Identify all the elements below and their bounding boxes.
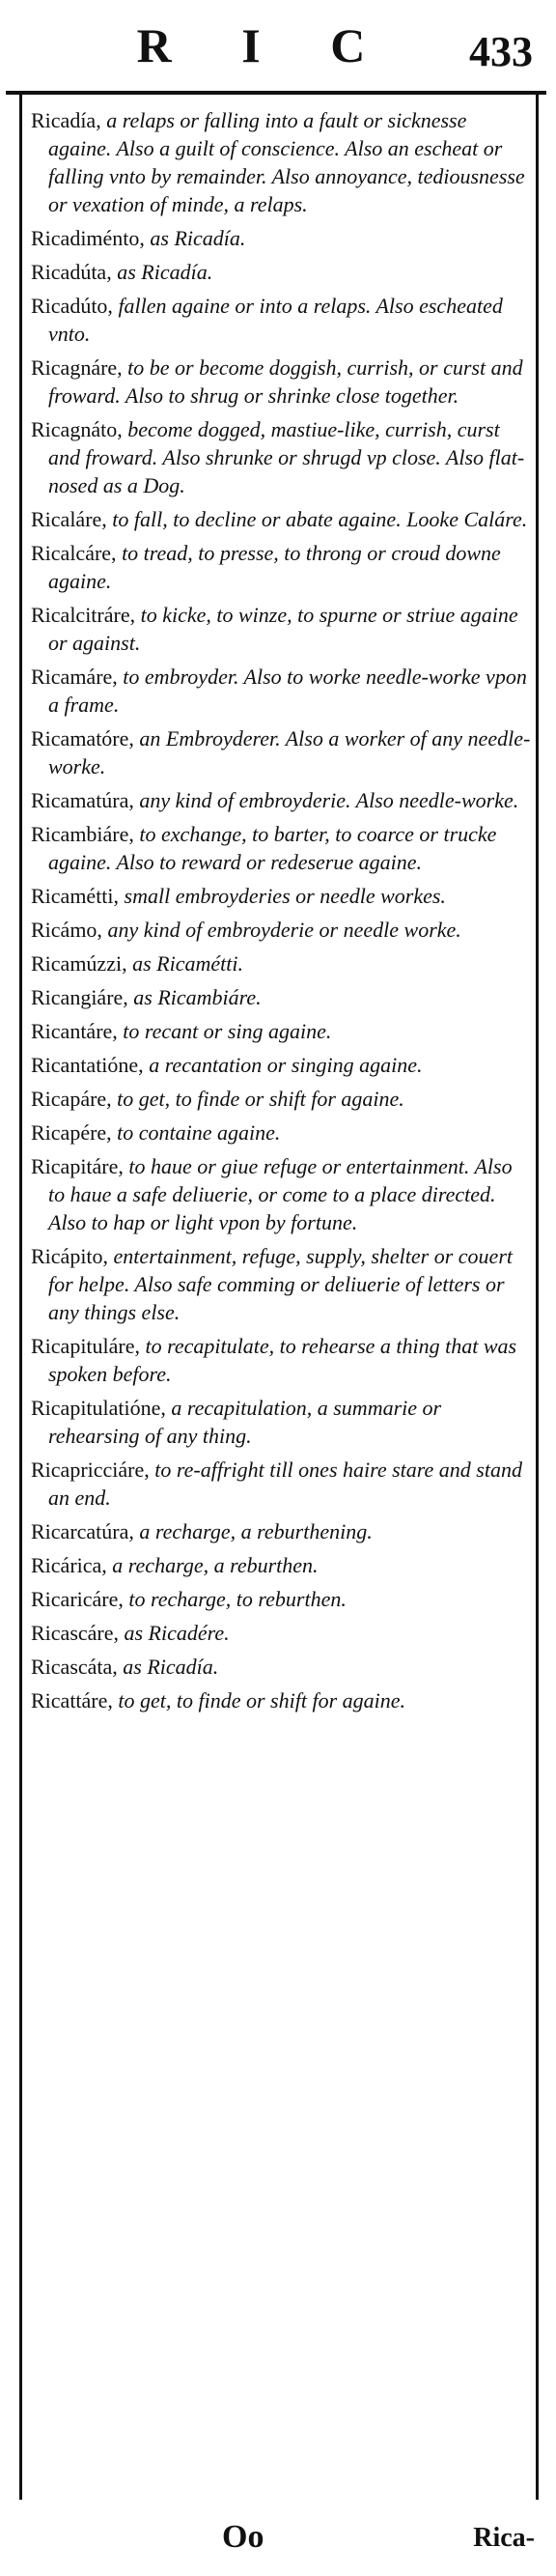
entry-headword: Ricamétti, <box>31 884 120 908</box>
entry-headword: Ricambiáre, <box>31 822 134 846</box>
dictionary-entry <box>31 1686 533 1714</box>
dictionary-entry <box>31 1394 533 1450</box>
entry-definition: a recapitulation, a summarie or rehearsing of any thing. <box>48 1396 442 1448</box>
entry-headword: Ricapitulatióne, <box>31 1396 166 1420</box>
dictionary-entry <box>31 1085 533 1113</box>
entry-definition: small embroyderies or needle workes. <box>119 884 446 908</box>
column-rule-left <box>19 95 22 2500</box>
entry-definition: as Ricamétti. <box>126 951 243 976</box>
entry-headword: Ricapitáre, <box>31 1154 124 1178</box>
page-footer <box>0 2519 556 2567</box>
entry-definition: to containe againe. <box>111 1120 281 1145</box>
entry-definition: as Ricadía. <box>117 1655 219 1679</box>
entry-headword: Ricárica, <box>31 1553 107 1577</box>
entry-headword: Ricarcatúra, <box>31 1519 134 1543</box>
entry-headword: Ricaláre, <box>31 507 107 531</box>
dictionary-entry <box>31 983 533 1011</box>
entry-definition: fallen againe or into a relaps. Also escheated vnto. <box>48 294 503 346</box>
entry-headword: Ricalcáre, <box>31 541 117 565</box>
entry-headword: Ricapricciáre, <box>31 1458 150 1482</box>
entry-definition: to be or become doggish, currish, or curst and froward. Also to shrug or shrinke close together. <box>48 355 523 408</box>
dictionary-entry <box>31 505 533 533</box>
entry-headword: Ricapáre, <box>31 1087 112 1111</box>
entry-definition: entertainment, refuge, supply, shelter or couert for helpe. Also safe comming or deliuerie of letters or any things else. <box>48 1244 513 1324</box>
entry-headword: Ricantáre, <box>31 1019 118 1043</box>
entry-definition: to get, to finde or shift for againe. <box>111 1087 404 1111</box>
entry-headword: Ricadúta, <box>31 260 112 284</box>
dictionary-entry <box>31 1517 533 1545</box>
entry-headword: Ricalcitráre, <box>31 603 136 627</box>
entry-definition: a recharge, a reburthen. <box>106 1553 319 1577</box>
signature-mark: Oo <box>222 2519 264 2555</box>
entry-definition: any kind of embroyderie or needle worke. <box>101 918 461 942</box>
dictionary-entry <box>31 106 533 218</box>
dictionary-entry <box>31 786 533 814</box>
entry-definition: an Embroyderer. Also a worker of any needle-worke. <box>48 726 531 778</box>
dictionary-entry <box>31 916 533 944</box>
page-header <box>0 0 556 87</box>
entry-definition: to get, to finde or shift for againe. <box>112 1688 406 1713</box>
entry-definition: to tread, to presse, to throng or croud downe againe. <box>48 541 501 593</box>
entry-headword: Ricadía, <box>31 108 101 132</box>
entry-headword: Ricamatúra, <box>31 788 134 812</box>
entry-headword: Ricamúzzi, <box>31 951 127 976</box>
dictionary-entry <box>31 949 533 977</box>
entry-headword: Ricadúto, <box>31 294 113 318</box>
dictionary-entry <box>31 1653 533 1681</box>
entry-definition: a recantation or singing againe. <box>143 1053 423 1077</box>
dictionary-entry <box>31 224 533 252</box>
entry-headword: Ricadiménto, <box>31 226 145 250</box>
entry-headword: Ricantatióne, <box>31 1053 144 1077</box>
entry-headword: Ricaricáre, <box>31 1587 124 1611</box>
entry-definition: to exchange, to barter, to coarce or trucke againe. Also to reward or redeserue againe. <box>48 822 497 874</box>
dictionary-entry <box>31 724 533 780</box>
dictionary-entry <box>31 601 533 657</box>
entry-definition: as Ricadía. <box>144 226 246 250</box>
entry-definition: to embroyder. Also to worke needle-worke vpon a frame. <box>48 665 527 717</box>
dictionary-entry <box>31 354 533 410</box>
dictionary-entry <box>31 1051 533 1079</box>
dictionary-entry <box>31 1585 533 1613</box>
entry-definition: a recharge, a reburthening. <box>133 1519 373 1543</box>
dictionary-entry <box>31 292 533 348</box>
dictionary-entry <box>31 1017 533 1045</box>
entry-definition: to fall, to decline or abate againe. Looke Caláre. <box>106 507 528 531</box>
entry-headword: Ricapituláre, <box>31 1334 141 1358</box>
entry-definition: to haue or giue refuge or entertainment. Also to haue a safe deliuerie, or come to a place directed. Also to hap or light vpon by fortune. <box>48 1154 513 1234</box>
entry-headword: Ricamatóre, <box>31 726 134 750</box>
page-number: 433 <box>469 28 533 75</box>
entry-definition: as Ricadére. <box>119 1621 230 1645</box>
entry-headword: Ricapére, <box>31 1120 112 1145</box>
entry-definition: any kind of embroyderie. Also needle-worke. <box>133 788 519 812</box>
dictionary-entry <box>31 1456 533 1512</box>
dictionary-entry <box>31 663 533 719</box>
column-rule-right <box>536 95 539 2500</box>
entry-definition: to recapitulate, to rehearse a thing that was spoken before. <box>48 1334 517 1386</box>
dictionary-entry <box>31 1619 533 1647</box>
entry-definition: as Ricambiáre. <box>127 985 262 1009</box>
dictionary-entry <box>31 882 533 910</box>
dictionary-entry <box>31 820 533 876</box>
entry-definition: become dogged, mastiue-like, currish, curst and froward. Also shrunke or shrugd vp close. Also flat-nosed as a Dog. <box>48 417 525 497</box>
entry-headword: Ricámo, <box>31 918 102 942</box>
entry-definition: to recant or sing againe. <box>117 1019 332 1043</box>
dictionary-entry <box>31 1152 533 1236</box>
catchword: Rica- <box>473 2523 535 2553</box>
entry-headword: Ricattáre, <box>31 1688 113 1713</box>
entry-column <box>31 106 533 1720</box>
entry-headword: Ricangiáre, <box>31 985 128 1009</box>
dictionary-entry <box>31 1551 533 1579</box>
entry-headword: Ricagnáto, <box>31 417 123 441</box>
dictionary-entry <box>31 539 533 595</box>
entry-definition: as Ricadía. <box>111 260 213 284</box>
dictionary-entry <box>31 1332 533 1388</box>
entry-headword: Ricascáta, <box>31 1655 118 1679</box>
running-head: R I C <box>136 18 395 72</box>
dictionary-entry <box>31 1242 533 1326</box>
entry-definition: to kicke, to winze, to spurne or striue againe or against. <box>48 603 518 655</box>
entry-headword: Ricápito, <box>31 1244 109 1268</box>
dictionary-entry <box>31 415 533 499</box>
entry-headword: Ricamáre, <box>31 665 118 689</box>
entry-definition: a relaps or falling into a fault or sicknesse againe. Also a guilt of conscience. Also an escheat or falling vnto by remainder. Also annoyance, tediousnesse or vexation of minde, a relaps. <box>48 108 525 216</box>
entry-definition: to recharge, to reburthen. <box>123 1587 347 1611</box>
header-rule <box>6 91 546 95</box>
entry-headword: Ricagnáre, <box>31 355 123 380</box>
dictionary-entry <box>31 1118 533 1146</box>
entry-headword: Ricascáre, <box>31 1621 119 1645</box>
entry-definition: to re-affright till ones haire stare and stand an end. <box>48 1458 522 1510</box>
dictionary-entry <box>31 258 533 286</box>
